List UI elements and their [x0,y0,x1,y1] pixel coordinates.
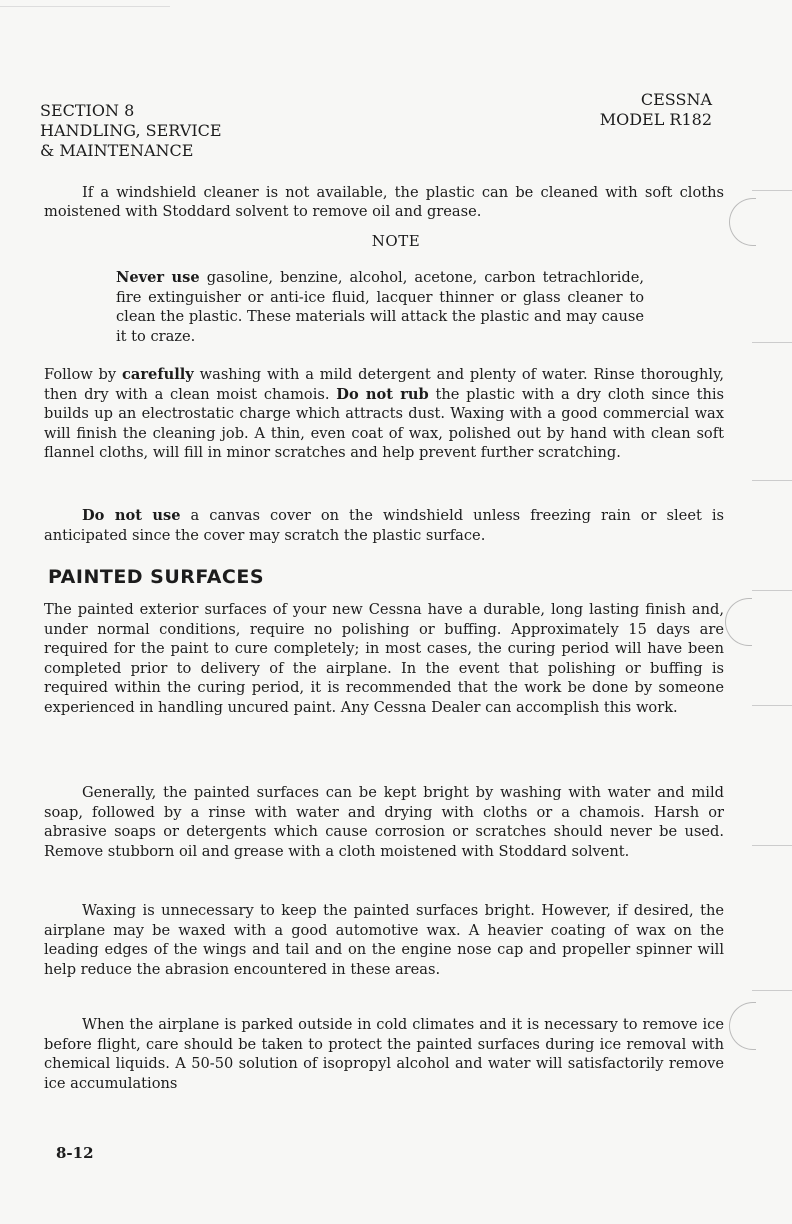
painted-surfaces-heading: PAINTED SURFACES [48,566,265,588]
scan-margin-arc [729,1002,756,1050]
scan-margin-mark [752,342,792,343]
intro-paragraph: If a windshield cleaner is not available, the plastic can be cleaned with soft cloths moistened with Stoddard solvent to remove oil and grease. [44,183,724,221]
canvas-text: a canvas cover on the windshield unless freezing rain or sleet is anticipated since the cover may scratch the plastic surface. [44,507,724,544]
scan-margin-mark [752,590,792,591]
section-title-line1: HANDLING, SERVICE [40,121,222,140]
follow-text-1: Follow by [44,366,117,383]
scan-margin-mark [752,190,792,191]
scan-margin-mark [752,705,792,706]
scan-margin-mark [752,480,792,481]
follow-text-3: the plastic with a dry cloth since this builds up an electrostatic charge which attracts dust. Waxing with a good commercial wax will finish the cleaning job. A thin, even coat of wax, polished out by hand with clean soft flannel cloths, will fill in minor scratches and help prevent further scratching. [44,385,725,461]
carefully-emphasis: carefully [122,366,194,383]
do-not-rub-emphasis: Do not rub [336,385,429,403]
note-warning-lead: Never use [116,269,200,286]
page-number: 8-12 [56,1144,94,1162]
section-number: SECTION 8 [40,101,135,120]
section-title-line2: & MAINTENANCE [40,141,194,160]
cleaning-paragraph [44,365,724,463]
section-header [40,101,222,161]
scan-edge-line [0,6,170,7]
scan-margin-mark [752,845,792,846]
note-warning-text: gasoline, benzine, alcohol, acetone, carbon tetrachloride, fire extinguisher or anti-ice fluid, lacquer thinner or glass cleaner to clean the plastic. These materials will attack the plastic and may cause it to craze. [116,269,644,345]
follow-text-2: washing with a mild detergent and plenty of water. Rinse thoroughly, then dry with a clean moist chamois. [44,366,725,403]
painted-paragraph-4: When the airplane is parked outside in cold climates and it is necessary to remove ice before flight, care should be taken to protect the painted surfaces during ice removal with chemical liquids. A 50-50 solution of isopropyl alcohol and water will satisfactorily remove ice accumulations [44,1016,724,1092]
canvas-paragraph [44,506,724,545]
manufacturer-name: CESSNA [640,90,712,109]
painted-paragraph-3: Waxing is unnecessary to keep the painted surfaces bright. However, if desired, the airplane may be waxed with a good automotive wax. A heavier coating of wax on the leading edges of the wings and tail and on the engine nose cap and propeller spinner will help reduce the abrasion encountered in these areas. [44,902,724,978]
note-body [116,268,644,346]
note-title: NOTE [371,232,421,250]
painted-paragraph-2: Generally, the painted surfaces can be kept bright by washing with water and mild soap, followed by a rinse with water and drying with cloths or a chamois. Harsh or abrasive soaps or detergents which cause corrosion or scratches should never be used. Remove stubborn oil and grease with a cloth moistened with Stoddard solvent. [44,784,724,860]
painted-paragraph-1: The painted exterior surfaces of your new Cessna have a durable, long lasting finish and, under normal conditions, require no polishing or buffing. Approximately 15 days are required for the paint to cure completely; in most cases, the curing period will have been completed prior to delivery of the airplane. In the event that polishing or buffing is required within the curing period, it is recommended that the work be done by someone experienced in handling uncured paint. Any Cessna Dealer can accomplish this work. [44,601,724,716]
scan-margin-arc [725,598,752,646]
model-header [600,90,712,130]
model-name: MODEL R182 [599,110,712,129]
scan-margin-mark [752,990,792,991]
do-not-use-emphasis: Do not use [82,507,181,524]
